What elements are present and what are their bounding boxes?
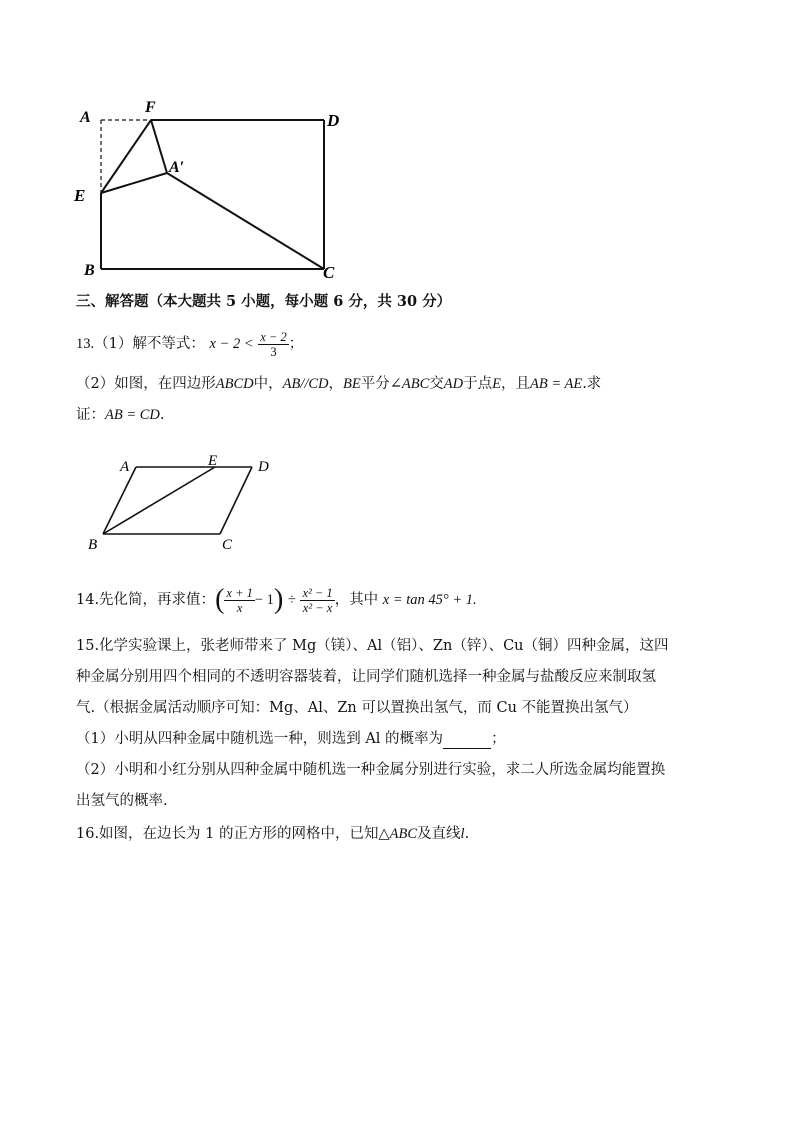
q13-lhs: x − 2 <	[209, 336, 254, 352]
label-B: B	[84, 262, 95, 279]
q13-part2-line1	[76, 374, 601, 394]
label-A-prime: A′	[169, 159, 185, 176]
label-D: D	[327, 111, 340, 130]
q16-abc: ABC	[389, 826, 418, 842]
q13-zheng: 证：	[76, 407, 105, 423]
section-heading: 三、解答题（本大题共 5 小题，每小题 6 分，共 30 分）	[76, 293, 452, 310]
label-A: A	[120, 459, 130, 475]
q16-prefix: 16.如图，在边长为 1 的正方形的网格中，已知△	[76, 826, 390, 842]
q16-mid: 及直线	[417, 826, 461, 842]
q14-div: ÷	[287, 592, 296, 608]
q14-cond: x = tan 45° + 1.	[382, 592, 477, 608]
q15-part2-line1: （2）小明和小红分别从四种金属中随机选一种金属分别进行实验，求二人所选金属均能置换	[76, 762, 666, 778]
edge-EF	[101, 120, 151, 193]
q14-prefix: 14.先化简，再求值：	[76, 592, 216, 608]
label-B: B	[88, 537, 98, 553]
label-E: E	[208, 453, 218, 469]
q14	[76, 580, 477, 620]
q13-part1	[76, 326, 303, 362]
q14-right-paren: )	[273, 584, 284, 615]
q13-frac-num: x − 2	[260, 329, 287, 344]
label-E: E	[74, 186, 86, 205]
q15-line2: 种金属分别用四个相同的不透明容器装着，让同学们随机选择一种金属与盐酸反应来制取氢	[76, 669, 656, 685]
q14-left-paren: (	[215, 584, 225, 615]
q13-fraction	[258, 330, 288, 359]
label-C: C	[323, 263, 335, 282]
edge-A-primeC	[167, 173, 324, 269]
q13-yu-dian: 于点	[463, 376, 493, 392]
q14-frac2	[300, 586, 334, 615]
label-D: D	[258, 459, 269, 475]
q15-part1	[76, 729, 506, 749]
q13-ad: AD	[443, 376, 464, 392]
q13-dot: .	[159, 407, 165, 423]
label-A: A	[80, 109, 91, 126]
edge-FA-prime	[151, 120, 167, 173]
edge-DC	[220, 467, 252, 534]
q13-comma1: ，	[328, 376, 344, 392]
label-C: C	[222, 537, 233, 553]
figure-parallelogram	[80, 452, 290, 556]
q13-abc: ABC	[401, 376, 430, 392]
q15-line3: 气.（根据金属活动顺序可知：Mg、Al、Zn 可以置换出氢气，而 Cu 不能置换出氢气）	[76, 700, 638, 716]
q15-line1: 15.化学实验课上，张老师带来了 Mg（镁）、Al（铝）、Zn（锌）、Cu（铜）四种金属，这四	[76, 638, 669, 654]
q14-minus-one: − 1	[254, 592, 274, 608]
q13-ab-eq-ae: AB = AE	[529, 376, 583, 392]
answer-blank[interactable]	[443, 734, 491, 749]
q14-qizhong: ，其中	[334, 592, 379, 608]
q14-f2-den: x² − x	[302, 600, 333, 615]
edge-EA-prime	[101, 173, 167, 193]
q13-qiu: .求	[582, 376, 602, 392]
q13-bisect: 平分∠	[360, 376, 402, 392]
q16-l: l	[460, 826, 465, 842]
q13-number: 13.	[76, 336, 95, 352]
q14-frac1	[224, 586, 254, 615]
label-F: F	[145, 99, 156, 116]
q16-end: .	[464, 826, 470, 842]
q13-abcd: ABCD	[215, 376, 254, 392]
q13-part1-label: （1）解不等式：	[94, 336, 205, 352]
q15-part1-text: （1）小明从四种金属中随机选一种，则选到 Al 的概率为	[76, 731, 444, 747]
q14-f1-den: x	[236, 600, 243, 615]
q13-frac-den: 3	[270, 344, 277, 359]
q13-part2-line2	[76, 405, 165, 425]
q13-ab-cd: AB//CD	[282, 376, 329, 392]
q16	[76, 824, 469, 844]
figure-folded-rectangle	[70, 95, 360, 285]
q13-be: BE	[343, 376, 361, 392]
q13-end: ；	[288, 336, 304, 352]
q13-jiao: 交	[429, 376, 444, 392]
q14-f2-num: x² − 1	[302, 585, 333, 600]
q13-p2-a: （2）如图，在四边形	[76, 376, 216, 392]
q13-qie: ，且	[500, 376, 530, 392]
q14-f1-num: x + 1	[226, 585, 253, 600]
q15-part1-end: ；	[491, 731, 506, 747]
q13-e: E	[492, 376, 501, 392]
q13-ab-eq-cd: AB = CD	[105, 407, 160, 423]
q13-mid1: 中，	[253, 376, 283, 392]
q15-part2-line2: 出氢气的概率.	[76, 793, 168, 809]
